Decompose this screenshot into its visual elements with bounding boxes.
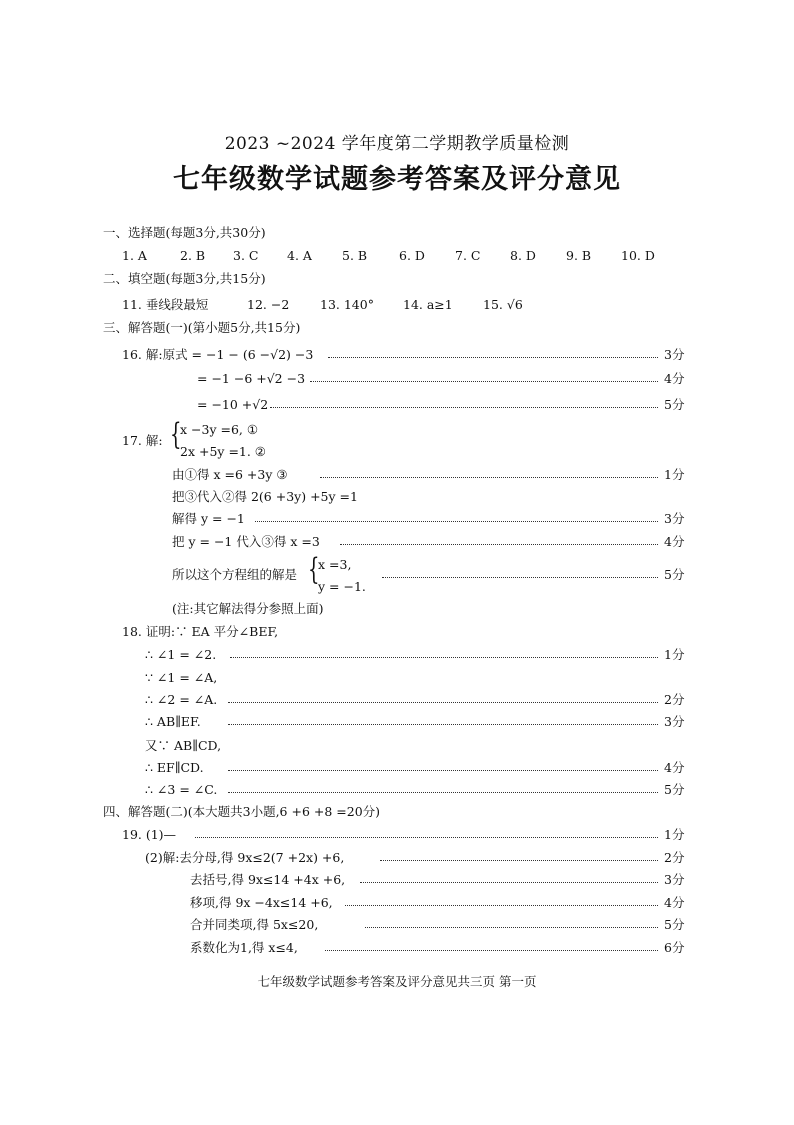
q17-line-4: 把 y = −1 代入③得 x =3 [172,534,320,549]
q17-equation-2: 2x +5y =1. ② [180,444,267,459]
q17-line-3: 解得 y = −1 [172,511,245,526]
answer-6: 6. D [399,248,425,263]
answer-2: 2. B [180,248,206,263]
q18-line-6: 又∵ AB∥CD, [145,738,222,753]
answer-15: 15. √6 [483,297,523,312]
left-brace-icon: { [170,417,182,452]
dot-leader [310,381,658,382]
q18-line-4: ∴ ∠2 = ∠A. [145,692,218,707]
score: 2分 [664,692,685,707]
dot-leader [340,544,658,545]
dot-leader [382,577,658,578]
page-footer: 七年级数学试题参考答案及评分意见共三页 第一页 [257,974,537,989]
dot-leader [195,837,658,838]
score: 3分 [664,714,685,729]
section-heading-choice: 一、选择题(每题3分,共30分) [103,225,266,240]
answer-1: 1. A [122,248,147,263]
score: 2分 [664,850,685,865]
section-heading-solve-2: 四、解答题(二)(本大题共3小题,6 +6 +8 =20分) [103,804,381,819]
q17-solution-prefix: 所以这个方程组的解是 [172,567,298,582]
answer-4: 4. A [287,248,312,263]
q17-equation-1: x −3y =6, ① [180,422,259,437]
section-heading-fill: 二、填空题(每题3分,共15分) [103,271,266,286]
q17-solution-y: y = −1. [318,579,366,594]
score: 5分 [664,782,685,797]
score: 3分 [664,872,685,887]
answer-12: 12. −2 [247,297,290,312]
dot-leader [380,860,658,861]
answer-9: 9. B [566,248,592,263]
score: 4分 [664,760,685,775]
score: 1分 [664,467,685,482]
answer-13: 13. 140° [320,297,374,312]
exam-subtitle: 2023 ~2024 学年度第二学期教学质量检测 [224,134,570,154]
q19-line-4: 移项,得 9x −4x≤14 +6, [190,895,333,910]
dot-leader [270,407,658,408]
q19-line-1: 19. (1)— [122,827,177,842]
answer-5: 5. B [342,248,368,263]
q19-line-6: 系数化为1,得 x≤4, [190,940,298,955]
dot-leader [328,357,658,358]
dot-leader [228,792,658,793]
answer-11: 11. 垂线段最短 [122,297,209,312]
q16-line-3: = −10 +√2 [197,397,269,412]
answer-10: 10. D [621,248,655,263]
page-title: 七年级数学试题参考答案及评分意见 [173,164,621,195]
dot-leader [360,882,658,883]
dot-leader [345,905,658,906]
dot-leader [230,657,658,658]
q17-solution-x: x =3, [318,557,352,572]
dot-leader [255,521,658,522]
q19-line-2: (2)解:去分母,得 9x≤2(7 +2x) +6, [145,850,345,865]
q17-note: (注:其它解法得分参照上面) [172,601,324,616]
dot-leader [228,702,658,703]
dot-leader [320,477,658,478]
score: 3分 [664,511,685,526]
answer-14: 14. a≥1 [403,297,453,312]
q18-line-1: 18. 证明:∵ EA 平分∠BEF, [122,624,279,639]
score: 3分 [664,347,685,362]
q19-line-3: 去括号,得 9x≤14 +4x +6, [190,872,346,887]
dot-leader [365,927,658,928]
q18-line-5: ∴ AB∥EF. [145,714,201,729]
q18-line-7: ∴ EF∥CD. [145,760,204,775]
score: 4分 [664,895,685,910]
q16-line-2: = −1 −6 +√2 −3 [197,371,306,386]
score: 6分 [664,940,685,955]
q16-line-1: 16. 解:原式 = −1 − (6 −√2) −3 [122,347,314,362]
score: 1分 [664,647,685,662]
q18-line-3: ∵ ∠1 = ∠A, [145,670,218,685]
score: 4分 [664,534,685,549]
q17-line-1: 由①得 x =6 +3y ③ [172,467,288,482]
dot-leader [228,724,658,725]
q19-line-5: 合并同类项,得 5x≤20, [190,917,319,932]
answer-3: 3. C [233,248,259,263]
left-brace-icon: { [308,552,320,587]
answer-7: 7. C [455,248,481,263]
q18-line-8: ∴ ∠3 = ∠C. [145,782,218,797]
section-heading-solve-1: 三、解答题(一)(第小题5分,共15分) [103,320,301,335]
score: 4分 [664,371,685,386]
score: 5分 [664,567,685,582]
dot-leader [228,770,658,771]
score: 5分 [664,917,685,932]
q18-line-2: ∴ ∠1 = ∠2. [145,647,217,662]
q17-label: 17. 解: [122,433,163,448]
score: 1分 [664,827,685,842]
q17-line-2: 把③代入②得 2(6 +3y) +5y =1 [172,489,358,504]
score: 5分 [664,397,685,412]
answer-8: 8. D [510,248,536,263]
dot-leader [325,950,658,951]
